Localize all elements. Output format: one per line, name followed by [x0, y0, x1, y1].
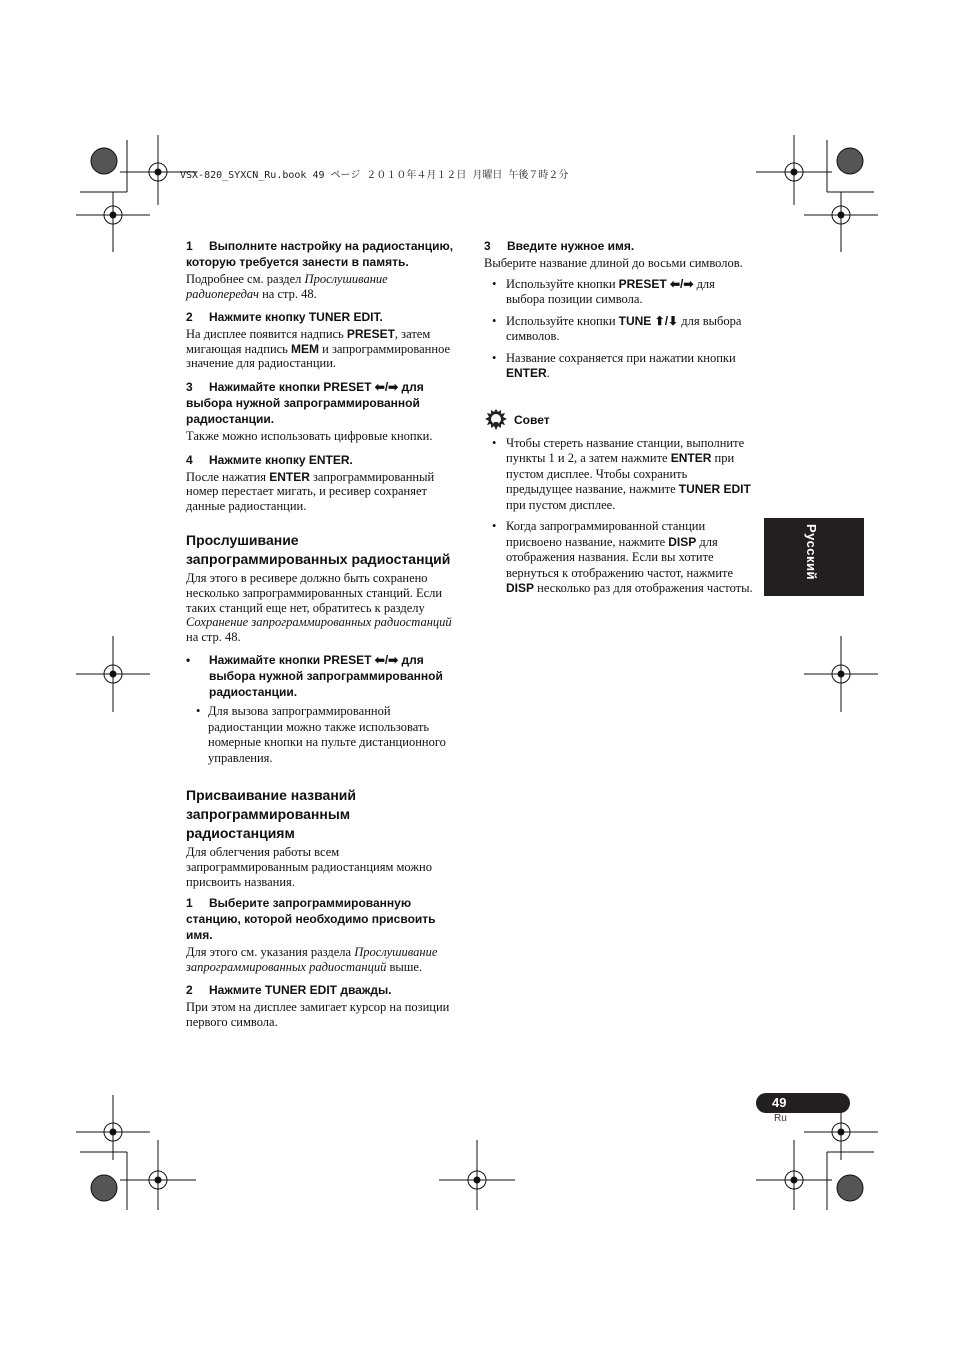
step-body: Также можно использовать цифровые кнопки. [186, 428, 433, 443]
step-body: При этом на дисплее замигает курсор на позиции первого символа. [186, 1000, 450, 1029]
step-3-block [186, 379, 462, 444]
step-heading: 3 Нажимайте кнопки PRESET ⬅/➡ для выбора нужной запрограммированной радиостанции. [186, 379, 424, 426]
language-tab [764, 518, 864, 596]
step-body: Подробнее см. раздел Прослушивание радиопередач на стр. 48. [186, 272, 388, 301]
page-number: 49 [772, 1095, 787, 1110]
tip-title: Совет [514, 412, 550, 427]
language-tab-label: Русский [804, 524, 819, 581]
list-item: • Используйте кнопки TUNE ⬆/⬇ для выбора символов. [492, 313, 742, 344]
step-body: После нажатия ENTER запрограммированный номер перестает мигать, и ресивер сохраняет данные радиостанции. [186, 469, 435, 513]
tip-list [484, 436, 756, 597]
step-heading: 2 Нажмите TUNER EDIT дважды. [186, 983, 392, 998]
section-heading: Прослушивание запрограммированных радиостанций [186, 532, 451, 568]
step-heading: 3 Введите нужное имя. [484, 239, 635, 253]
list-item: • Название сохраняется при нажатии кнопки ENTER. [492, 350, 736, 381]
list-item: • Когда запрограммированной станции присвоено название, нажмите DISP для отображения названия. Если вы хотите вернуться к отображению частот, нажмите DISP несколько раз для отображения частоты. [492, 519, 753, 596]
bold-bullet: • Нажимайте кнопки PRESET ⬅/➡ для выбора нужной запрограммированной радиостанции. [186, 653, 443, 700]
step-4-block [186, 452, 462, 514]
section-body: Для облегчения работы всем запрограммированным радиостанциям можно присвоить названия. [186, 845, 432, 889]
sub-bullet-list [186, 704, 462, 766]
section-body: Для этого в ресивере должно быть сохранено несколько запрограммированных станций. Если таких станций еще нет, обратитесь к разделу Сохранение запрограммированных радиостанций на стр. 48. [186, 571, 452, 644]
step-body: Выберите название длиной до восьми символов. [484, 256, 743, 270]
step-body: На дисплее появится надпись PRESET, затем мигающая надпись MEM и запрограммированное значение для радиостанции. [186, 327, 451, 371]
file-info-header: VSX-820_SYXCN_Ru.book 49 ページ ２０１０年４月１２日 月曜日 午後７時２分 [180, 170, 569, 181]
step-heading: 2 Нажмите кнопку TUNER EDIT. [186, 310, 383, 325]
section-heading: Присваивание названий запрограммированным радиостанциям [186, 787, 357, 842]
list-item: • Для вызова запрограммированной радиостанции можно также использовать номерные кнопки на пульте дистанционного управления. [196, 704, 446, 765]
step-2-block [186, 309, 462, 371]
step-heading: 1 Выберите запрограммированную станцию, которой необходимо присвоить имя. [186, 896, 436, 943]
lightbulb-icon [484, 408, 508, 432]
language-code: Ru [774, 1113, 787, 1124]
page-number-badge [756, 1093, 850, 1113]
step-1-block [186, 895, 462, 974]
list-item: • Чтобы стереть название станции, выполните пункты 1 и 2, а затем нажмите ENTER при пустом дисплее. Чтобы сохранить предыдущее название, нажмите TUNER EDIT при пустом дисплее. [492, 435, 751, 512]
step-body: Для этого см. указания раздела Прослушивание запрограммированных радиостанций выше. [186, 945, 438, 974]
left-column [186, 238, 462, 1037]
bullet-list [484, 277, 756, 382]
step-2-block [186, 982, 462, 1029]
tip-header [484, 408, 756, 432]
right-column [484, 238, 756, 603]
list-item: • Используйте кнопки PRESET ⬅/➡ для выбора позиции символа. [492, 276, 715, 307]
step-heading: 1 Выполните настройку на радиостанцию, которую требуется занести в память. [186, 239, 454, 269]
step-heading: 4 Нажмите кнопку ENTER. [186, 452, 353, 467]
step-1-block [186, 238, 462, 301]
